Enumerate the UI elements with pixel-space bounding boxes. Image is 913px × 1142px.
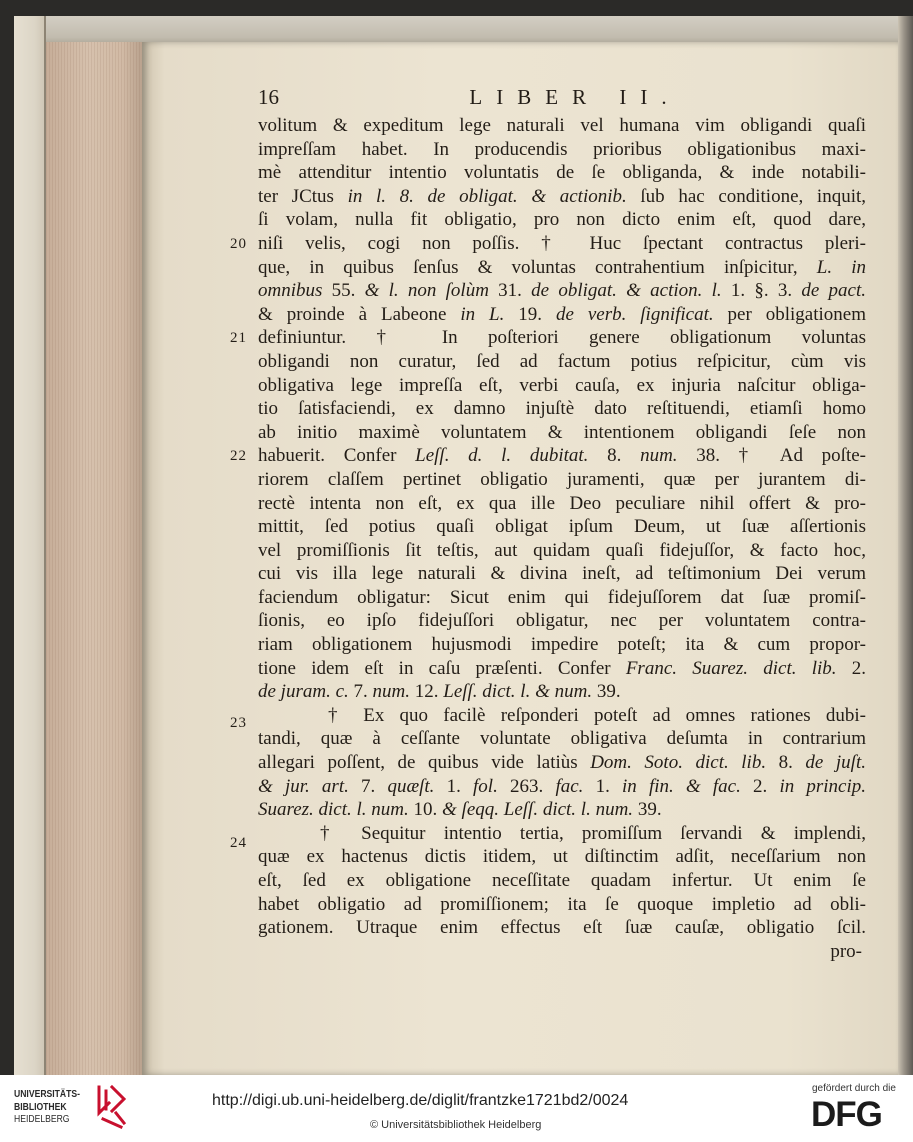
- body-text: 1.: [583, 775, 622, 797]
- body-text: cui vis illa lege naturali & divina ineſt, ad teſtimonium Dei verum: [258, 563, 866, 585]
- body-text: faciendum obligatur: Sicut enim qui fidejuſſorem dat ſuæ promiſ-: [258, 586, 866, 608]
- text-line: [258, 279, 866, 303]
- body-text: impreſſam habet. In producendis prioribus obligationibus maxi-: [258, 138, 866, 160]
- text-line: [230, 444, 867, 468]
- body-text: que, in quibus ſenſus & voluntas contrahentium inſpicitur,: [258, 256, 817, 278]
- text-line: [258, 515, 866, 539]
- text-line: [258, 161, 866, 185]
- running-head: LIBER II.: [469, 85, 681, 109]
- body-text: volitum & expeditum lege naturali vel humana vim obligandi quaſi: [258, 115, 866, 136]
- body-text: mittit, ſed potius quaſi obligat ipſum Deum, ut ſuæ aſſertionis: [258, 516, 866, 538]
- page-stack-edge: [46, 42, 142, 1075]
- margin-number: 21: [230, 330, 247, 347]
- body-text: ab initio maximè voluntatem & intentionem obligandi ſeſe non: [258, 421, 866, 443]
- body-text: ſub hac conditione, inquit,: [626, 185, 866, 207]
- footer: [0, 1075, 913, 1142]
- body-text: 19.: [504, 303, 556, 325]
- body-text: 1. §. 3.: [721, 280, 802, 302]
- text-line: [258, 350, 866, 374]
- body-text: mè attenditur intentio voluntatis de ſe obliganda, & inde notabili-: [258, 162, 866, 184]
- citation-text: fac.: [555, 775, 584, 797]
- text-line: [258, 798, 866, 822]
- citation-text: num.: [372, 681, 410, 703]
- citation-text: Leſſ. dict. l. & num.: [443, 681, 593, 703]
- text-line: [258, 303, 866, 327]
- citation-text: in l. 8. de obligat. & actionib.: [347, 185, 627, 207]
- body-text: habet obligatio ad promiſſionem; ita ſe quoque impletio ad obli-: [258, 893, 866, 915]
- citation-text: Leſſ. d. l. dubitat.: [415, 445, 589, 467]
- body-text: rectè intenta non eſt, ex qua ille Deo peculiare nihil offert & pro-: [258, 492, 866, 514]
- body-text: & proinde à Labeone: [258, 303, 461, 325]
- body-text: riorem claſſem pertinet obligatio juramenti, quæ per jurantem di-: [258, 468, 866, 490]
- text-line: [230, 704, 866, 731]
- library-name-line: UNIVERSITÄTS-: [14, 1088, 81, 1100]
- citation-text: in princip.: [779, 775, 867, 797]
- book-cover-edge: [14, 16, 46, 1075]
- body-text-block: [230, 114, 867, 963]
- library-name-line: BIBLIOTHEK: [14, 1100, 67, 1113]
- text-line: [258, 657, 866, 681]
- body-text: 7.: [348, 681, 373, 703]
- body-text: 31.: [488, 280, 532, 302]
- text-line: [258, 256, 866, 280]
- library-logo-icon: [94, 1083, 128, 1131]
- citation-text: de verb. ſignificat.: [555, 303, 714, 325]
- text-line: [258, 893, 866, 917]
- body-text: habuerit. Confer: [258, 445, 416, 467]
- body-text: 39.: [633, 799, 662, 821]
- text-line: [230, 326, 866, 350]
- text-line: [258, 114, 866, 138]
- text-line: [258, 374, 866, 398]
- body-text: eſt, ſed ex obligatione neceſſitate quadam infertur. Ut enim ſe: [258, 870, 866, 891]
- margin-number: 22: [230, 448, 247, 465]
- body-text: obligativa lege impreſſa eſt, verbi cauſa, ex injuria naſcitur obliga-: [258, 374, 866, 396]
- copyright-notice: © Universitätsbibliothek Heidelberg: [370, 1119, 542, 1131]
- citation-text: de pact.: [801, 280, 867, 302]
- body-text: 2.: [836, 657, 866, 679]
- citation-text: in L.: [460, 303, 505, 325]
- body-text: allegari poſſent, de quibus vide latiùs: [258, 752, 591, 774]
- margin-number: 23: [230, 714, 247, 731]
- body-text: niſi velis, cogi non poſſis. † Huc ſpectant contractus pleri-: [258, 232, 866, 254]
- catchword: pro-: [830, 940, 862, 962]
- library-name-line: HEIDELBERG: [14, 1113, 70, 1125]
- text-line: [258, 421, 866, 445]
- text-line: [258, 138, 866, 162]
- body-text: quæ ex hactenus dictis itidem, ut diſtinctim adſit, neceſſarium non: [258, 846, 866, 868]
- text-line: [258, 397, 866, 421]
- citation-text: & ſeqq. Leſſ. dict. l. num.: [442, 799, 634, 821]
- body-text: † Ex quo facilè reſponderi poteſt ad omnes rationes dubi-: [328, 704, 866, 726]
- text-line: [230, 232, 866, 256]
- citation-text: Franc. Suarez. dict. lib.: [625, 657, 837, 679]
- citation-text: de obligat. & action. l.: [531, 280, 722, 302]
- body-text: tandi, quæ à ceſſante voluntate obligativa deſumta in contrarium: [258, 728, 866, 750]
- body-text: tio ſatisfaciendi, ex damno injuſtè dato reſtituendi, etiamſi homo: [258, 398, 866, 420]
- body-text: 12.: [410, 681, 444, 703]
- citation-text: in fin. & fac.: [622, 775, 741, 797]
- citation-text: & l. non ſolùm: [364, 280, 489, 302]
- body-text: obligandi non curatur, ſed ad factum potius reſpicitur, cùm vis: [258, 350, 866, 372]
- text-line: [258, 845, 866, 869]
- body-text: 8.: [588, 445, 641, 467]
- citation-text: L. in: [816, 256, 866, 278]
- body-text: 55.: [322, 280, 365, 302]
- text-line: [258, 633, 866, 657]
- text-line: [258, 562, 866, 586]
- page-url-link[interactable]: http://digi.ub.uni-heidelberg.de/diglit/frantzke1721bd2/0024: [212, 1092, 629, 1109]
- body-text: 8.: [766, 752, 806, 774]
- text-line: [258, 492, 866, 516]
- text-line: [258, 586, 866, 610]
- text-line: [258, 185, 866, 209]
- text-line: [258, 609, 866, 633]
- body-text: riam obligationem hujusmodi impedire poteſt; ita & cum propor-: [258, 634, 866, 656]
- citation-text: fol.: [473, 775, 498, 797]
- body-text: gationem. Utraque enim effectus eſt ſuæ cauſæ, obligatio ſcil.: [258, 917, 866, 939]
- body-text: 38. † Ad poſte-: [677, 445, 867, 467]
- library-name: [14, 1088, 80, 1126]
- text-line: [258, 680, 866, 704]
- citation-text: Dom. Soto. dict. lib.: [590, 752, 767, 774]
- body-text: per obligationem: [713, 303, 866, 325]
- body-text: ſi volam, nulla fit obligatio, pro non dicto enim eſt, quod dare,: [258, 209, 866, 231]
- body-text: 39.: [592, 681, 621, 703]
- body-text: tione idem eſt in caſu præſenti. Confer: [258, 657, 626, 679]
- citation-text: omnibus: [258, 280, 323, 302]
- text-line: [258, 869, 866, 893]
- margin-number: 20: [230, 235, 247, 252]
- body-text: definiuntur. † In poſteriori genere obligationum voluntas: [258, 327, 866, 349]
- text-line: [258, 751, 866, 775]
- citation-text: de juram. c.: [258, 681, 349, 703]
- citation-text: num.: [640, 445, 678, 467]
- body-text: 7.: [348, 775, 388, 797]
- text-line: [258, 468, 866, 492]
- page-right-shadow: [898, 16, 913, 1075]
- text-line: [258, 727, 866, 751]
- dfg-logo: DFG: [811, 1095, 882, 1134]
- body-text: ter JCtus: [258, 185, 348, 207]
- citation-text: Suarez. dict. l. num.: [258, 799, 409, 821]
- text-line: [230, 822, 866, 851]
- text-line: [258, 539, 866, 563]
- margin-number: 24: [230, 834, 247, 851]
- body-text: vel promiſſionis ſit teſtis, aut quidam quaſi fidejuſſor, & facto hoc,: [258, 539, 866, 561]
- page-number: 16: [258, 85, 279, 109]
- citation-text: quæſt.: [387, 775, 435, 797]
- body-text: † Sequitur intentio tertia, promiſſum ſervandi & implendi,: [320, 822, 866, 844]
- text-line: [258, 775, 866, 799]
- body-text: 10.: [408, 799, 443, 821]
- body-text: 263.: [497, 775, 556, 797]
- body-text: 1.: [434, 775, 474, 797]
- body-text: ſionis, eo ipſo fidejuſſori obligatur, nec per voluntatem contra-: [258, 610, 866, 632]
- text-line: [258, 208, 866, 232]
- text-line: [258, 916, 866, 940]
- funding-note: gefördert durch die: [812, 1083, 896, 1094]
- body-text: 2.: [740, 775, 780, 797]
- citation-text: & jur. art.: [258, 775, 349, 797]
- citation-text: de juſt.: [805, 752, 866, 774]
